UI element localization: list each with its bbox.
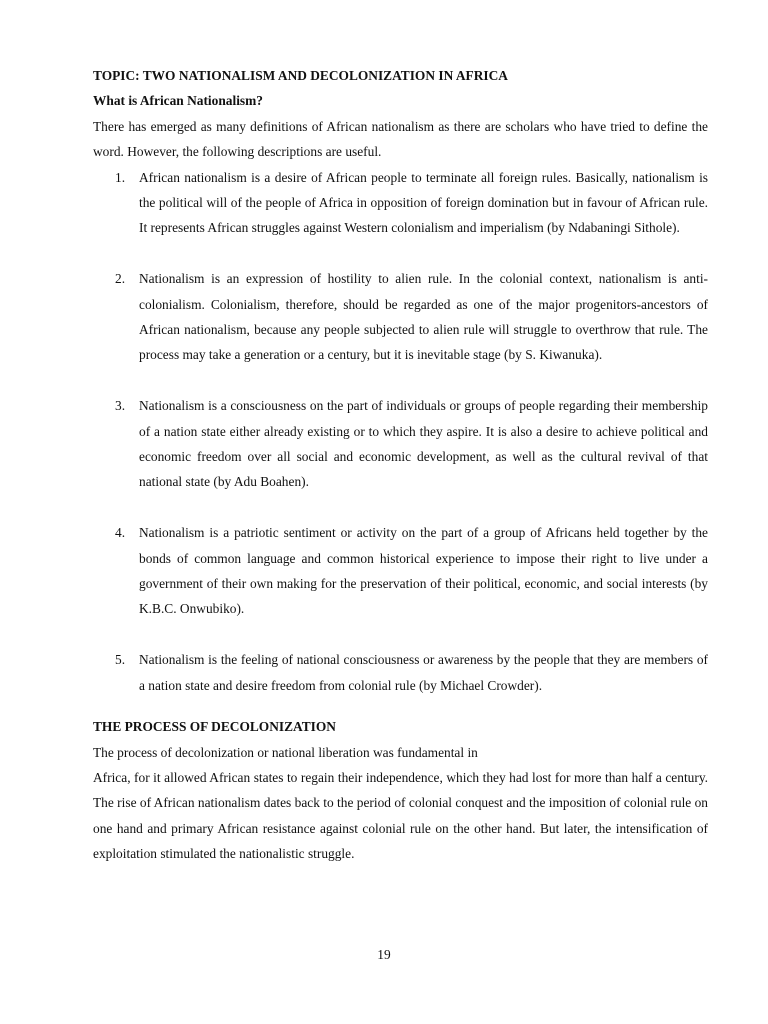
list-item-text: African nationalism is a desire of African people to terminate all foreign rules. Basically, nationalism is the political will of the people of Africa in opposition of foreign domination but in favour of African rule. It represents African struggles against Western colonialism and imperialism (by Ndabaningi Sithole).	[139, 169, 708, 236]
list-item	[93, 266, 708, 368]
question-heading: What is African Nationalism?	[93, 93, 263, 109]
section-heading: THE PROCESS OF DECOLONIZATION	[93, 719, 336, 735]
list-item-number: 4.	[115, 525, 126, 541]
document-page	[93, 63, 708, 867]
list-item	[93, 165, 708, 241]
list-item-text: Nationalism is a patriotic sentiment or activity on the part of a group of Africans held together by the bonds of common language and common historical experience to impose their right to live under a government of their own making for the preservation of their political, economic, and social interests (by K.B.C. Onwubiko).	[139, 525, 708, 617]
list-item-number: 5.	[115, 652, 126, 668]
list-item	[93, 393, 708, 495]
intro-paragraph: There has emerged as many definitions of African nationalism as there are scholars who have tried to define the word. However, the following descriptions are useful.	[93, 118, 708, 160]
list-item-text: Nationalism is a consciousness on the part of individuals or groups of people regarding their membership of a nation state either already existing or to which they aspire. It is also a desire to achieve political and economic freedom over all social and economic development, as well as the cultural revival of that national state (by Adu Boahen).	[139, 398, 708, 490]
list-item	[93, 647, 708, 698]
list-item-number: 1.	[115, 169, 126, 185]
topic-heading: TOPIC: TWO NATIONALISM AND DECOLONIZATION IN AFRICA	[93, 68, 508, 83]
definitions-list	[93, 165, 708, 698]
list-item-text: Nationalism is an expression of hostility to alien rule. In the colonial context, nationalism is anti-colonialism. Colonialism, therefore, should be regarded as one of the major progenitors-ancestors of African nationalism, because any people subjected to alien rule will struggle to overthrow that rule. The process may take a generation or a century, but it is inevitable stage (by S. Kiwanuka).	[139, 271, 708, 363]
section-body-paragraph: Africa, for it allowed African states to regain their independence, which they had lost for more than half a century. The rise of African nationalism dates back to the period of colonial conquest and the imposition of colonial rule on one hand and primary African resistance against colonial rule on the other hand. But later, the intensification of exploitation stimulated the nationalistic struggle.	[93, 769, 708, 862]
list-item	[93, 520, 708, 622]
list-item-number: 3.	[115, 398, 126, 414]
list-item-text: Nationalism is the feeling of national consciousness or awareness by the people that they are members of a nation state and desire freedom from colonial rule (by Michael Crowder).	[139, 652, 708, 693]
list-item-number: 2.	[115, 271, 126, 287]
page-number: 19	[377, 947, 391, 962]
section-first-line: The process of decolonization or national liberation was fundamental in	[93, 744, 478, 760]
